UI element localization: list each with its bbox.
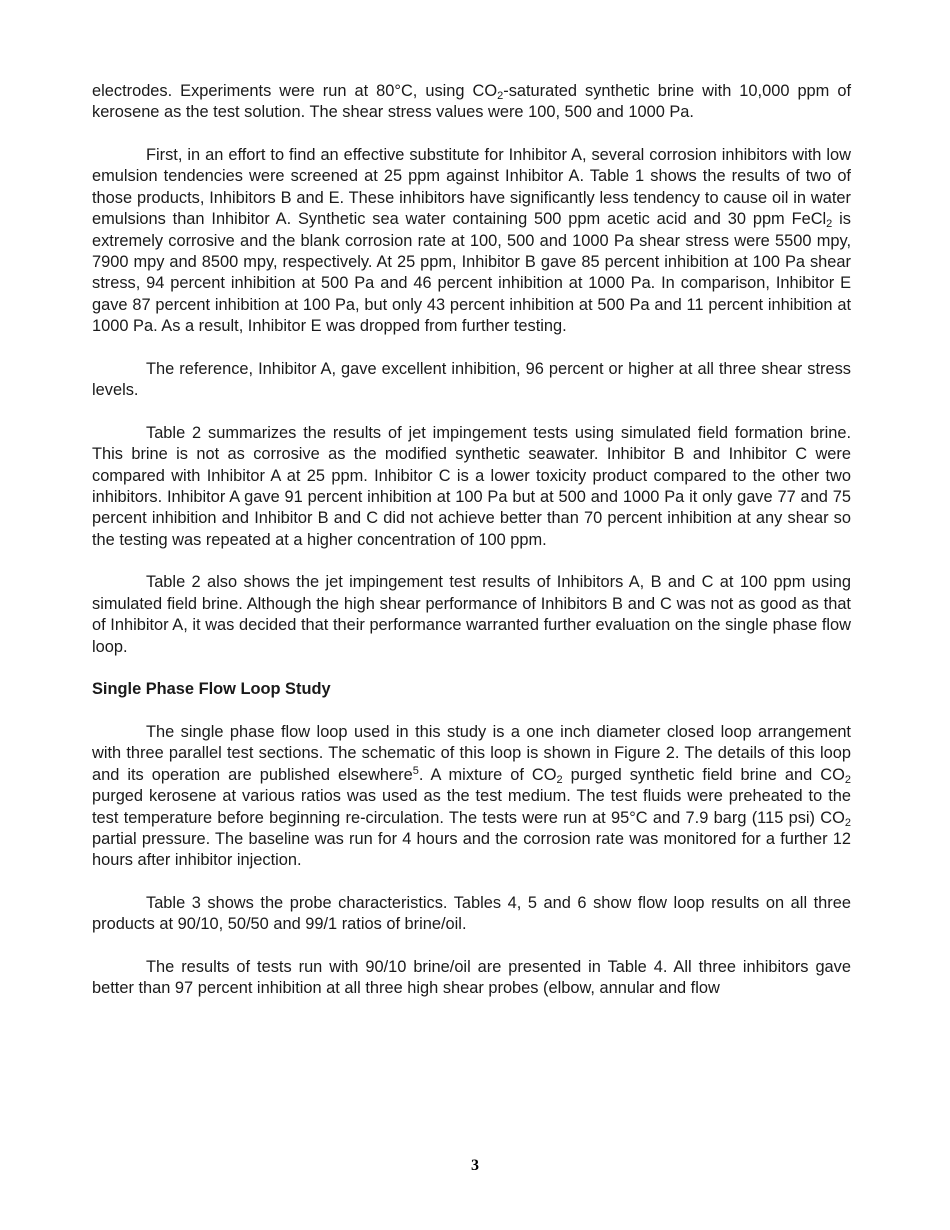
text-run: . A mixture of CO xyxy=(418,765,557,784)
subscript: 2 xyxy=(556,773,563,786)
reference-superscript: 5 xyxy=(412,764,419,777)
paragraph-3: The reference, Inhibitor A, gave excellent inhibition, 96 percent or higher at all three shear stress levels. xyxy=(92,359,851,400)
page-number: 3 xyxy=(471,1157,479,1174)
text-run: First, in an effort to find an effective substitute for Inhibitor A, several corrosion inhibitors with low emulsion tendencies were screened at 25 ppm against Inhibitor A. Table 1 shows the results of two of those products, Inhibitors B and E. These inhibitors have significantly less tendency to cause oil in water emulsions than Inhibitor A. Synthetic sea water containing 500 ppm acetic acid and 30 ppm FeCl xyxy=(92,146,851,229)
paragraph-5: Table 2 also shows the jet impingement test results of Inhibitors A, B and C at 100 ppm using simulated field brine. Although the high shear performance of Inhibitors B and C was not as good as that of Inhibitor A, it was decided that their performance warranted further evaluation on the single phase flow loop. xyxy=(92,573,851,656)
subscript: 2 xyxy=(497,90,504,102)
subscript: 2 xyxy=(844,773,851,786)
paragraph-7: Table 3 shows the probe characteristics. Tables 4, 5 and 6 show flow loop results on all three products at 90/10, 50/50 and 99/1 ratios of brine/oil. xyxy=(92,893,851,934)
text-run: The single phase flow loop used in this study is a one inch diameter closed loop arrangement with three parallel test sections. The schematic of this loop is shown in Figure 2. The details of this loop and its operation are published elsewhere xyxy=(92,722,851,784)
text-run: -saturated synthetic brine with 10,000 ppm of kerosene as the test solution. The shear stress values were 100, 500 and 1000 Pa. xyxy=(92,82,851,122)
paragraph-8: The results of tests run with 90/10 brine/oil are presented in Table 4. All three inhibitors gave better than 97 percent inhibition at all three high shear probes (elbow, annular and flow xyxy=(92,957,851,998)
text-run: purged kerosene at various ratios was used as the test medium. The test fluids were preheated to the test temperature before beginning re-circulation. The tests were run at 95°C and 7.9 barg (115 psi) CO xyxy=(92,787,851,827)
paragraph-4: Table 2 summarizes the results of jet impingement tests using simulated field formation brine. This brine is not as corrosive as the modified synthetic seawater. Inhibitor B and Inhibitor C were compared with Inhibitor A at 25 ppm. Inhibitor C is a lower toxicity product compared to the other two inhibitors. Inhibitor A gave 91 percent inhibition at 100 Pa but at 500 and 1000 Pa it only gave 77 and 75 percent inhibition and Inhibitor B and C did not achieve better than 70 percent inhibition at any shear so the testing was repeated at a higher concentration of 100 ppm. xyxy=(92,423,851,549)
text-run: electrodes. Experiments were run at 80°C, using CO xyxy=(92,82,498,100)
text-run: partial pressure. The baseline was run for 4 hours and the corrosion rate was monitored for a further 12 hours after inhibitor injection. xyxy=(92,829,851,870)
subscript: 2 xyxy=(826,218,833,231)
paragraph-2 xyxy=(92,145,851,338)
text-run: is extremely corrosive and the blank corrosion rate at 100, 500 and 1000 Pa shear stress were 5500 mpy, 7900 mpy and 8500 mpy, respectively. At 25 ppm, Inhibitor B gave 85 percent inhibition at 100 Pa shear stress, 94 percent inhibition at 500 Pa and 46 percent inhibition at 1000 Pa. In comparison, Inhibitor E gave 87 percent inhibition at 100 Pa, but only 43 percent inhibition at 500 Pa and 11 percent inhibition at 1000 Pa. As a result, Inhibitor E was dropped from further testing. xyxy=(92,210,851,336)
paragraph-6 xyxy=(92,722,851,872)
section-heading: Single Phase Flow Loop Study xyxy=(92,680,331,699)
page-body xyxy=(92,81,851,1000)
text-run: purged synthetic field brine and CO xyxy=(562,765,845,784)
paragraph-1 xyxy=(92,81,851,124)
subscript: 2 xyxy=(844,816,851,829)
